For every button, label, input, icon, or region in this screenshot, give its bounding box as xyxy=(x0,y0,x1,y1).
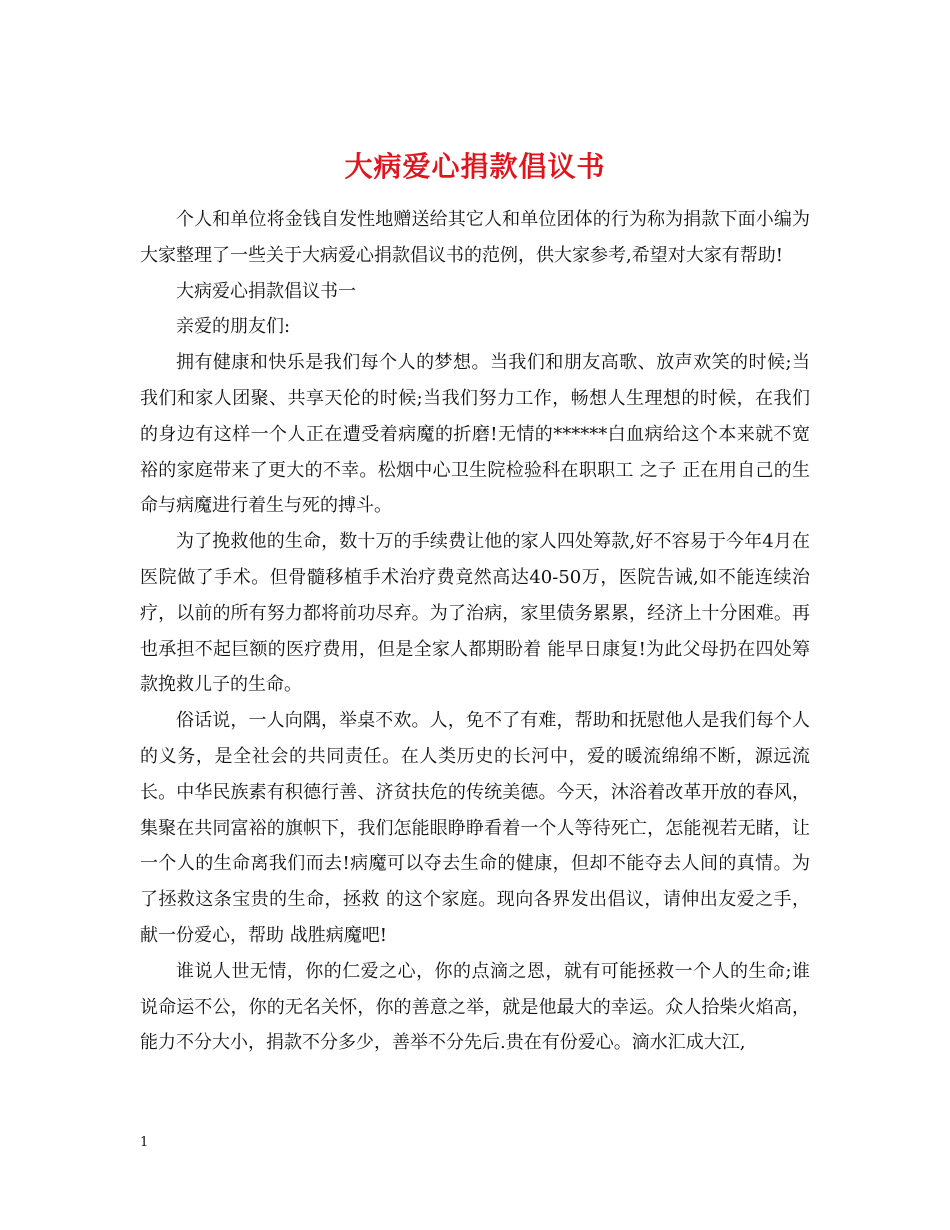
salutation: 亲爱的朋友们: xyxy=(176,316,291,338)
intro-paragraph: 个人和单位将金钱自发性地赠送给其它人和单位团体的行为称为捐款下面小编为大家整理了一些关于大病爱心捐款倡议书的范例，供大家参考,希望对大家有帮助! xyxy=(140,209,810,266)
document-title: 大病爱心捐款倡议书 xyxy=(344,149,606,183)
section-heading: 大病爱心捐款倡议书一 xyxy=(176,280,356,302)
document-body xyxy=(140,202,810,1061)
body-paragraph: 为了挽救他的生命，数十万的手续费让他的家人四处筹款,好不容易于今年4月在医院做了手术。但骨髓移植手术治疗费竟然高达40-50万，医院告诫,如不能连续治疗，以前的所有努力都将前功尽弃。为了治病，家里债务累累，经济上十分困难。再也承担不起巨额的医疗费用，但是全家人都期盼着 能早日康复!为此父母扔在四处筹款挽救儿子的生命。 xyxy=(140,531,810,696)
page-number: 1 xyxy=(140,1135,149,1150)
body-paragraph: 拥有健康和快乐是我们每个人的梦想。当我们和朋友高歌、放声欢笑的时候;当我们和家人团聚、共享天伦的时候;当我们努力工作，畅想人生理想的时候，在我们的身边有这样一个人正在遭受着病魔的折磨!无情的******白血病给这个本来就不宽裕的家庭带来了更大的不幸。松烟中心卫生院检验科在职职工 之子 正在用自己的生命与病魔进行着生与死的搏斗。 xyxy=(140,352,810,517)
body-paragraph: 俗话说，一人向隅，举桌不欢。人，免不了有难，帮助和抚慰他人是我们每个人的义务，是全社会的共同责任。在人类历史的长河中，爱的暖流绵绵不断，源远流长。中华民族素有积德行善、济贫扶危的传统美德。今天，沐浴着改革开放的春风，集聚在共同富裕的旗帜下，我们怎能眼睁睁看着一个人等待死亡，怎能视若无睹，让一个人的生命离我们而去!病魔可以夺去生命的健康，但却不能夺去人间的真情。为了拯救这条宝贵的生命，拯救 的这个家庭。现向各界发出倡议，请伸出友爱之手，献一份爱心，帮助 战胜病魔吧! xyxy=(140,710,810,946)
body-paragraph: 谁说人世无情，你的仁爱之心，你的点滴之恩，就有可能拯救一个人的生命;谁说命运不公，你的无名关怀，你的善意之举，就是他最大的幸运。众人拾柴火焰高，能力不分大小，捐款不分多少，善举不分先后.贵在有份爱心。滴水汇成大江, xyxy=(140,960,810,1054)
